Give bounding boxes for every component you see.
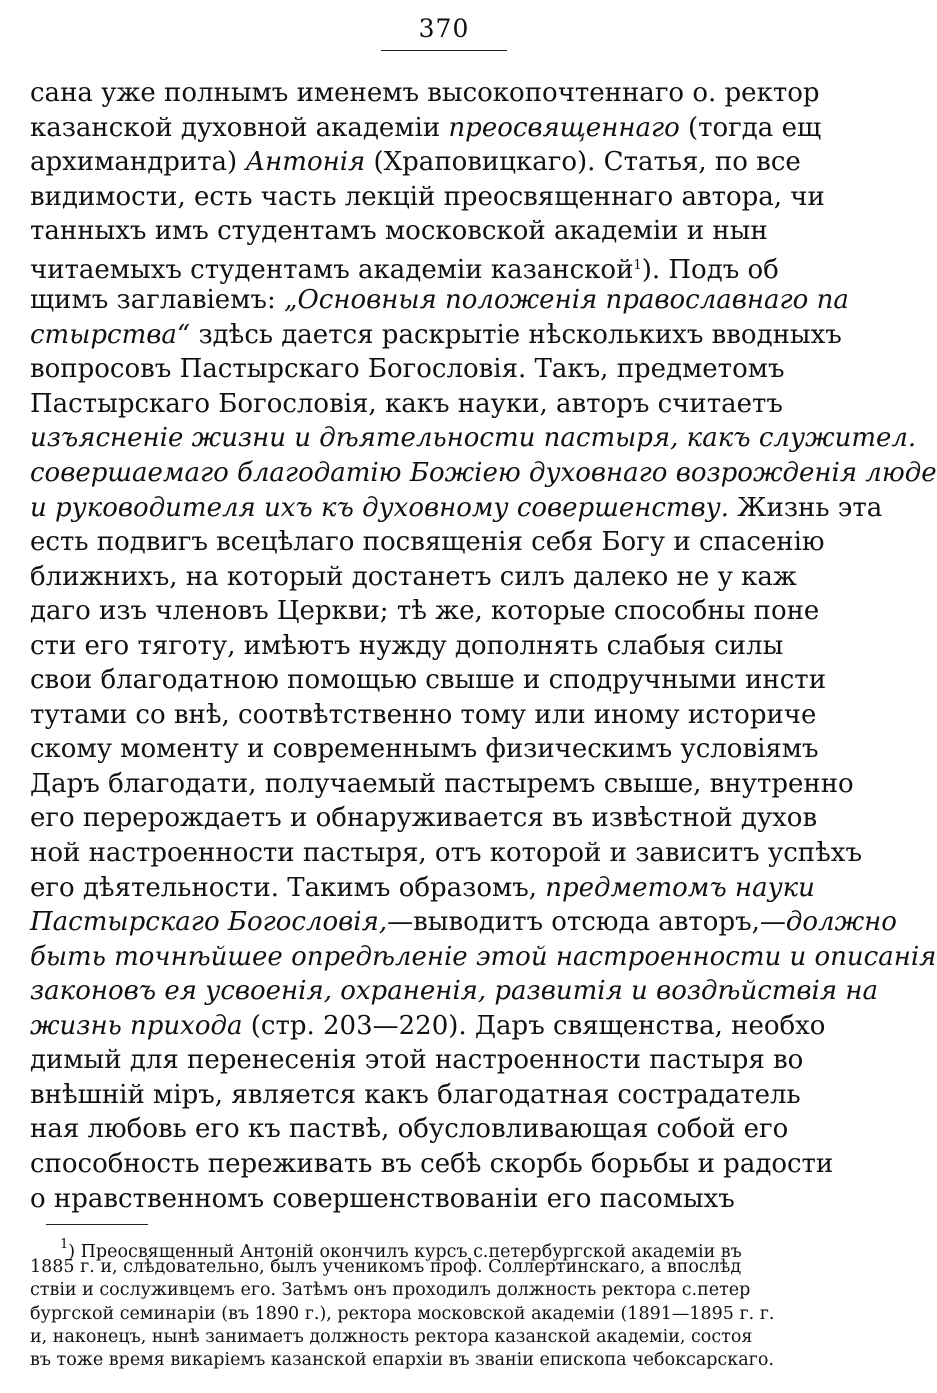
text-run: читаемыхъ студентамъ академіи казанской bbox=[30, 254, 634, 285]
text-run: (тогда ещ bbox=[679, 112, 822, 143]
text-line bbox=[30, 145, 842, 180]
text-run: (Храповицкаго). Статья, по все bbox=[365, 147, 801, 178]
text-run: ствіи и сослуживцемъ его. Затѣмъ онъ проходилъ должность ректора с.петер bbox=[30, 1280, 751, 1301]
text-run: Даръ благодати, получаемый пастыремъ свыше, внутренно bbox=[30, 768, 854, 799]
text-run: ная любовь его къ паствѣ, обусловливающая собой его bbox=[30, 1114, 789, 1145]
italic-text-run: жизнь прихода bbox=[30, 1010, 243, 1041]
text-run: видимости, есть часть лекцій преосвященнаго автора, чи bbox=[30, 181, 825, 212]
text-line bbox=[30, 767, 854, 802]
italic-text-run: преосвященнаго bbox=[448, 112, 680, 143]
text-line bbox=[30, 76, 842, 111]
text-run: 1885 г. и, слѣдовательно, былъ ученикомъ проф. Соллертинскаго, а впослѣд bbox=[30, 1257, 742, 1278]
text-line bbox=[30, 1147, 842, 1182]
text-run: ) Преосвященный Антоній окончилъ курсъ с.петербургской академіи въ bbox=[68, 1242, 742, 1262]
text-run: вопросовъ Пастырскаго Богословія. Такъ, предметомъ bbox=[30, 354, 785, 385]
text-run: сана уже полнымъ именемъ высокопочтеннаго о. ректор bbox=[30, 78, 820, 108]
italic-text-run: должно bbox=[785, 907, 897, 938]
text-run: Жизнь эта bbox=[729, 492, 883, 523]
footnotes bbox=[30, 1233, 930, 1372]
text-line bbox=[30, 525, 842, 560]
text-line bbox=[30, 836, 862, 871]
text-run: ). Подъ об bbox=[641, 254, 779, 285]
text-line bbox=[30, 283, 849, 318]
italic-text-run: и руководителя ихъ къ духовному совершенству. bbox=[30, 492, 730, 523]
text-run: архимандрита) bbox=[30, 147, 246, 178]
page-number: 370 bbox=[418, 14, 470, 43]
text-line bbox=[30, 940, 937, 975]
text-run: и, наконецъ, нынѣ занимаетъ должность ректора казанской академіи, состоя bbox=[30, 1326, 753, 1347]
text-line bbox=[30, 1009, 842, 1044]
text-line bbox=[30, 456, 937, 491]
italic-text-run: совершаемаго благодатію Божіею духовнаго возрожденія люде bbox=[30, 458, 937, 489]
body-text bbox=[30, 76, 937, 1216]
text-run: тутами со внѣ, соотвѣтственно тому или иному историче bbox=[30, 699, 817, 730]
text-run: скому моменту и современнымъ физическимъ условіямъ bbox=[30, 734, 819, 765]
text-line bbox=[30, 629, 842, 664]
text-line bbox=[30, 214, 842, 249]
footnote-marker: 1 bbox=[60, 1237, 69, 1252]
text-run: Пастырскаго Богословія, какъ науки, авторъ считаетъ bbox=[30, 388, 783, 419]
text-line bbox=[30, 905, 897, 940]
footnote-line bbox=[30, 1256, 930, 1279]
text-line bbox=[30, 111, 842, 146]
text-run: ближнихъ, на который достанетъ силъ далеко не у каж bbox=[30, 561, 797, 592]
italic-text-run: стырства“ bbox=[30, 319, 191, 350]
text-run: его перерождаетъ и обнаруживается въ извѣстной духов bbox=[30, 803, 818, 834]
text-run: его дѣятельности. Такимъ образомъ, bbox=[30, 872, 546, 903]
text-run: о нравственномъ совершенствованіи его пасомыхъ bbox=[30, 1183, 735, 1214]
text-line bbox=[30, 871, 842, 906]
italic-text-run: „Основныя положенія православнаго па bbox=[283, 285, 849, 316]
footnote-rule bbox=[46, 1224, 148, 1225]
text-run: въ тоже время викаріемъ казанской епархіи въ званіи епископа чебоксарскаго. bbox=[30, 1349, 774, 1370]
italic-text-run: предметомъ науки bbox=[545, 872, 815, 903]
text-run: —выводитъ отсюда авторъ,— bbox=[387, 907, 786, 938]
text-line bbox=[30, 801, 842, 836]
text-line bbox=[30, 249, 842, 284]
text-line bbox=[30, 387, 842, 422]
footnote-line bbox=[30, 1233, 930, 1262]
text-run: свои благодатною помощью свыше и сподручными инсти bbox=[30, 665, 827, 696]
italic-text-run: изъясненіе жизни и дѣятельности пастыря, какъ служител. bbox=[30, 423, 917, 454]
text-run: сти его тяготу, имѣютъ нужду дополнять слабыя силы bbox=[30, 630, 784, 661]
header-rule bbox=[381, 50, 507, 51]
text-line bbox=[30, 974, 878, 1009]
italic-text-run: быть точнѣйшее опредѣленіе этой настроенности и описанія bbox=[30, 941, 937, 972]
text-line bbox=[30, 663, 842, 698]
text-run: здѣсь дается раскрытіе нѣсколькихъ вводныхъ bbox=[190, 319, 842, 350]
text-run: способность переживать въ себѣ скорбь борьбы и радости bbox=[30, 1148, 834, 1179]
text-run: бургской семинаріи (въ 1890 г.), ректора московской академіи (1891—1895 г. г. bbox=[30, 1303, 775, 1324]
footnote-marker: 1 bbox=[633, 257, 642, 273]
text-run: ной настроенности пастыря, отъ которой и зависитъ успѣхъ bbox=[30, 838, 862, 869]
text-line bbox=[30, 318, 842, 353]
text-run: танныхъ имъ студентамъ московской академіи и нын bbox=[30, 216, 768, 247]
text-run: щимъ заглавіемъ: bbox=[30, 285, 284, 316]
text-line bbox=[30, 698, 842, 733]
text-run: (стр. 203—220). Даръ священства, необхо bbox=[242, 1010, 826, 1041]
text-run: есть подвигъ всецѣлаго посвященія себя Богу и спасенію bbox=[30, 527, 825, 558]
text-run: внѣшній міръ, является какъ благодатная сострадатель bbox=[30, 1079, 801, 1110]
text-line bbox=[30, 1182, 842, 1217]
text-line bbox=[30, 491, 883, 526]
text-line bbox=[30, 421, 917, 456]
text-line bbox=[30, 560, 842, 595]
footnote-line bbox=[30, 1279, 930, 1302]
text-line bbox=[30, 594, 842, 629]
italic-text-run: Пастырскаго Богословія, bbox=[30, 907, 388, 938]
text-line bbox=[30, 1078, 842, 1113]
text-line bbox=[30, 352, 842, 387]
footnote-line bbox=[30, 1326, 930, 1349]
italic-text-run: законовъ ея усвоенія, охраненія, развитія и воздѣйствія на bbox=[30, 976, 878, 1007]
text-run: димый для перенесенія этой настроенности пастыря во bbox=[30, 1045, 804, 1076]
text-line bbox=[30, 1043, 842, 1078]
footnote-line bbox=[30, 1303, 930, 1326]
text-line bbox=[30, 1112, 842, 1147]
footnote-line bbox=[30, 1349, 930, 1372]
text-run: даго изъ членовъ Церкви; тѣ же, которые способны поне bbox=[30, 596, 820, 627]
text-run: казанской духовной академіи bbox=[30, 112, 449, 143]
text-line bbox=[30, 180, 842, 215]
text-line bbox=[30, 732, 842, 767]
italic-text-run: Антонія bbox=[245, 147, 366, 178]
